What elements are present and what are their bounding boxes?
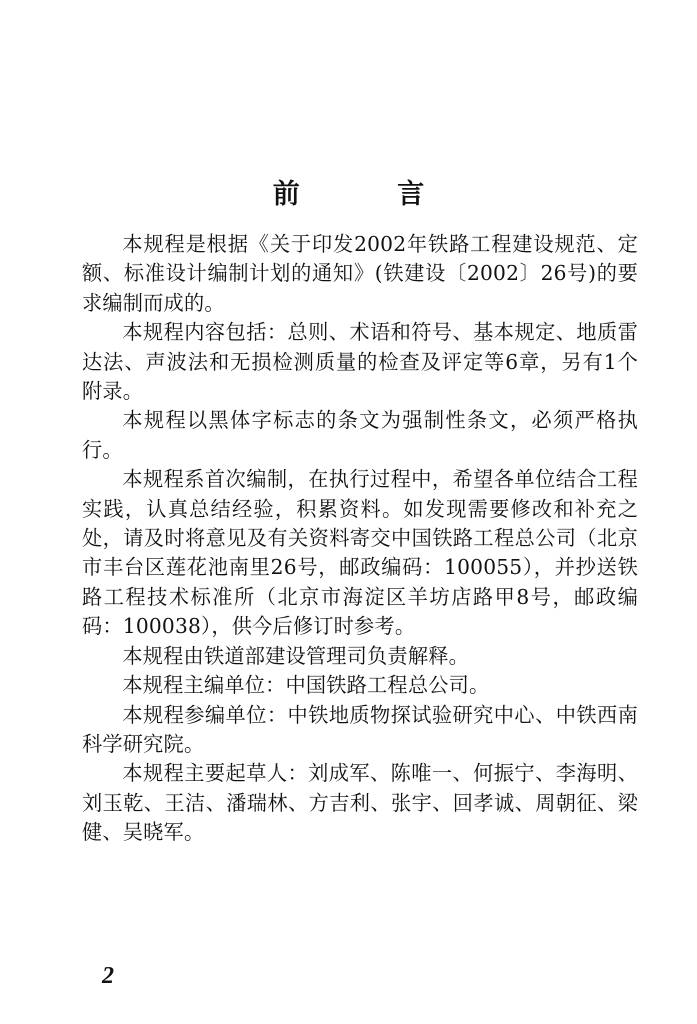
paragraph-contents: 本规程内容包括：总则、术语和符号、基本规定、地质雷达法、声波法和无损检测质量的检查及评定等6章，另有1个附录。 <box>82 320 638 404</box>
page-number: 2 <box>102 963 114 989</box>
paragraph-drafters: 本规程主要起草人：刘成军、陈唯一、何振宁、李海明、刘玉乾、王洁、潘瑞林、方吉利、张宇、回孝诚、周朝征、梁健、吴晓军。 <box>82 761 638 845</box>
paragraph-chief-editor: 本规程主编单位：中国铁路工程总公司。 <box>122 673 490 698</box>
paragraph-mandatory: 本规程以黑体字标志的条文为强制性条文，必须严格执行。 <box>82 408 638 462</box>
preface-body <box>82 230 638 848</box>
paragraph-feedback: 本规程系首次编制，在执行过程中，希望各单位结合工程实践，认真总结经验，积累资料。如发现需要修改和补充之处，请及时将意见及有关资料寄交中国铁路工程总公司（北京市丰台区莲花池南里26号，邮政编码：100055），并抄送铁路工程技术标准所（北京市海淀区羊坊店路甲8号，邮政编码：100038），供今后修订时参考。 <box>82 467 638 639</box>
paragraph-interpretation: 本规程由铁道部建设管理司负责解释。 <box>122 643 469 668</box>
paragraph-basis: 本规程是根据《关于印发2002年铁路工程建设规范、定额、标准设计编制计划的通知》(铁建设〔2002〕26号)的要求编制而成的。 <box>82 232 638 315</box>
paragraph-participating-units: 本规程参编单位：中铁地质物探试验研究中心、中铁西南科学研究院。 <box>82 702 638 756</box>
page-title: 前 言 <box>272 179 469 210</box>
